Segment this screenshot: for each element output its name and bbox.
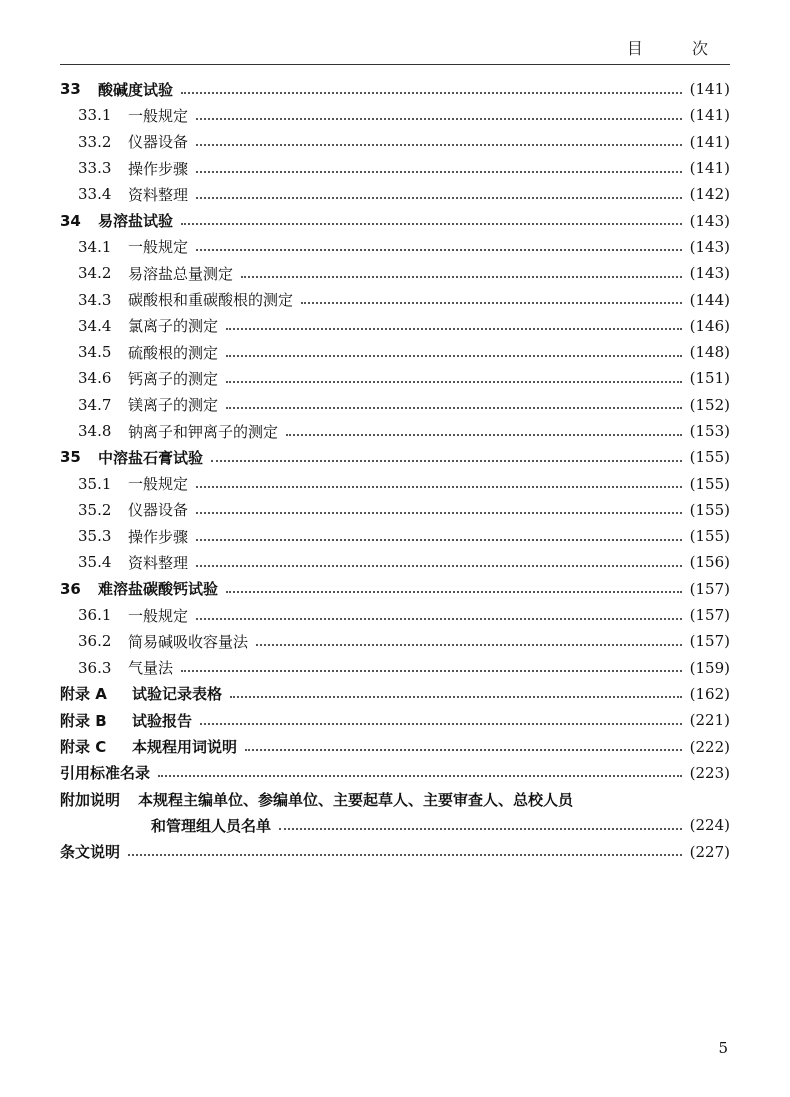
toc-entry-title: 易溶盐试验	[98, 212, 174, 231]
dot-leader	[196, 248, 682, 251]
toc-entry-page: (141)	[689, 132, 730, 151]
dot-leader	[200, 722, 682, 725]
toc-entry-number: 附录 A	[60, 685, 107, 704]
toc-entry-title: 难溶盐碳酸钙试验	[98, 580, 219, 599]
toc-entry-appendix-note[interactable]	[60, 786, 730, 812]
toc-entry-page: (143)	[689, 237, 730, 256]
toc-entry-title: 本规程用词说明	[132, 738, 238, 757]
toc-entry-number: 35.4	[78, 553, 112, 572]
toc-entry-title: 仪器设备	[128, 501, 189, 520]
toc-entry-page: (156)	[689, 553, 730, 572]
toc-entry-number: 34.5	[78, 343, 112, 362]
toc-entry-number: 33.4	[78, 185, 112, 204]
toc-entry-page: (143)	[689, 211, 730, 230]
toc-entry-page: (157)	[689, 606, 730, 625]
toc-entry-page: (151)	[689, 369, 730, 388]
dot-leader	[211, 459, 682, 462]
toc-entry[interactable]	[60, 418, 730, 444]
toc-entry[interactable]	[60, 628, 730, 654]
toc-entry-title: 操作步骤	[128, 527, 189, 546]
toc-entry-number: 36.3	[78, 658, 112, 677]
appendix-note-line1: 本规程主编单位、参编单位、主要起草人、主要审查人、总校人员	[138, 790, 574, 809]
toc-entry-number: 附录 C	[60, 738, 107, 757]
toc-entry-page: (144)	[689, 290, 730, 309]
toc-entry[interactable]	[60, 234, 730, 260]
toc-entry-page: (141)	[689, 106, 730, 125]
toc-entry[interactable]	[60, 155, 730, 181]
toc-entry-page: (222)	[689, 737, 730, 756]
toc-entry-page: (221)	[689, 711, 730, 730]
dot-leader	[301, 301, 682, 304]
toc-entry[interactable]	[60, 444, 730, 470]
dot-leader	[196, 196, 682, 199]
dot-leader	[181, 222, 682, 225]
toc-entry-title: 操作步骤	[128, 159, 189, 178]
toc-entry[interactable]	[60, 681, 730, 707]
toc-entry-number: 34.6	[78, 369, 112, 388]
dot-leader	[196, 511, 682, 514]
toc-entry-page: (155)	[689, 474, 730, 493]
toc-entry-title: 条文说明	[60, 843, 121, 862]
page-header-title: 目 次	[626, 39, 730, 58]
toc-entry-title: 试验记录表格	[132, 685, 223, 704]
toc-entry-number: 34.7	[78, 395, 112, 414]
toc-entry-page: (153)	[689, 422, 730, 440]
toc-entry-number: 33.3	[78, 159, 112, 178]
toc-entry-number: 36	[60, 579, 81, 598]
toc-entry-number: 36.2	[78, 632, 112, 651]
toc-entry-page: (157)	[689, 632, 730, 651]
toc-entry[interactable]	[60, 655, 730, 681]
toc-entry-number: 34.8	[78, 422, 112, 440]
dot-leader	[286, 433, 682, 436]
header-divider	[60, 64, 730, 65]
toc-entry[interactable]	[60, 339, 730, 365]
toc-entry-title: 一般规定	[128, 475, 189, 494]
dot-leader	[226, 354, 682, 357]
toc-entry-page: (142)	[689, 185, 730, 204]
toc-entry-page: (148)	[689, 343, 730, 362]
toc-entry-page: (152)	[689, 395, 730, 414]
toc-entry-number: 36.1	[78, 606, 112, 625]
toc-entry-page: (155)	[689, 500, 730, 519]
toc-entry[interactable]	[60, 733, 730, 759]
dot-leader	[226, 380, 682, 383]
dot-leader	[226, 406, 682, 409]
dot-leader	[158, 774, 682, 777]
toc-entry-title: 引用标准名录	[60, 764, 151, 783]
toc-entry-page: (159)	[689, 658, 730, 677]
toc-entry-title: 简易碱吸收容量法	[128, 632, 249, 651]
toc-entry[interactable]	[60, 576, 730, 602]
toc-entry[interactable]	[60, 602, 730, 628]
toc-entry-title: 中溶盐石膏试验	[98, 448, 204, 467]
toc-entry-number: 附录 B	[60, 711, 107, 730]
toc-entry-number: 33	[60, 80, 81, 99]
toc-entry[interactable]	[60, 286, 730, 312]
toc-entry-title: 资料整理	[128, 185, 189, 204]
toc-entry[interactable]	[60, 470, 730, 496]
toc-entry-number: 34.1	[78, 237, 112, 256]
toc-entry[interactable]	[60, 523, 730, 549]
dot-leader	[181, 669, 682, 672]
toc-entry-number: 34.2	[78, 264, 112, 283]
toc-entry[interactable]	[60, 207, 730, 233]
toc-entry-number: 33.2	[78, 132, 112, 151]
toc-entry-page: (146)	[689, 316, 730, 335]
toc-entry-page: (155)	[689, 448, 730, 467]
toc-entry-page: (224)	[689, 816, 730, 835]
toc-entry[interactable]	[60, 260, 730, 286]
appendix-note-label: 附加说明	[60, 790, 121, 809]
toc-entry-title: 钙离子的测定	[128, 369, 219, 388]
dot-leader	[256, 643, 682, 646]
toc-entry-page: (155)	[689, 527, 730, 546]
toc-entry[interactable]	[60, 76, 730, 102]
toc-entry-number: 35.3	[78, 527, 112, 546]
toc-entry[interactable]	[60, 760, 730, 786]
toc-entry-number: 34.3	[78, 290, 112, 309]
dot-leader	[196, 538, 682, 541]
toc-entry[interactable]	[60, 707, 730, 733]
toc-entry[interactable]	[60, 102, 730, 128]
dot-leader	[226, 327, 682, 330]
dot-leader	[196, 617, 682, 620]
toc-entry-title: 钠离子和钾离子的测定	[128, 422, 279, 441]
toc-entry-number: 34.4	[78, 316, 112, 335]
toc-entry-title: 试验报告	[132, 711, 193, 730]
dot-leader	[196, 485, 682, 488]
dot-leader	[181, 91, 682, 94]
appendix-note-line2: 和管理组人员名单	[151, 816, 272, 835]
toc-entry[interactable]	[60, 497, 730, 523]
dot-leader	[196, 170, 682, 173]
toc-entry-explanation[interactable]	[60, 839, 730, 865]
toc-entry-number: 35	[60, 448, 81, 467]
toc-entry-title: 气量法	[128, 659, 174, 678]
dot-leader	[128, 853, 682, 856]
toc-entry-page: (223)	[689, 763, 730, 782]
toc-entry-page: (141)	[689, 159, 730, 178]
toc-entry[interactable]	[60, 392, 730, 418]
toc-entry-title: 氯离子的测定	[128, 317, 219, 336]
toc-entry-title: 碳酸根和重碳酸根的测定	[128, 291, 294, 310]
toc-entry-title: 易溶盐总量测定	[128, 264, 234, 283]
toc-entry-title: 一般规定	[128, 606, 189, 625]
dot-leader	[230, 695, 682, 698]
toc-entry-title: 资料整理	[128, 553, 189, 572]
page-number: 5	[718, 1039, 728, 1057]
dot-leader	[245, 748, 682, 751]
toc-entry-title: 镁离子的测定	[128, 396, 219, 415]
toc-entry[interactable]	[60, 313, 730, 339]
dot-leader	[196, 143, 682, 146]
toc-entry[interactable]	[60, 549, 730, 575]
toc-entry-page: (157)	[689, 579, 730, 598]
toc-entry[interactable]	[60, 365, 730, 391]
toc-entry-number: 33.1	[78, 106, 112, 125]
dot-leader	[226, 590, 682, 593]
toc-entry-number: 35.2	[78, 500, 112, 519]
table-of-contents	[60, 76, 730, 865]
dot-leader	[241, 275, 682, 278]
toc-entry[interactable]	[60, 181, 730, 207]
dot-leader	[196, 564, 682, 567]
toc-entry-number: 34	[60, 211, 81, 230]
toc-entry-page: (162)	[689, 684, 730, 703]
toc-entry-appendix-note-cont[interactable]	[60, 812, 730, 838]
toc-entry-title: 硫酸根的测定	[128, 343, 219, 362]
toc-entry-page: (143)	[689, 264, 730, 283]
dot-leader	[196, 117, 682, 120]
toc-entry-title: 一般规定	[128, 238, 189, 257]
toc-entry-title: 酸碱度试验	[98, 80, 174, 99]
toc-entry-page: (141)	[689, 80, 730, 99]
toc-entry-title: 一般规定	[128, 106, 189, 125]
toc-entry-title: 仪器设备	[128, 133, 189, 152]
toc-entry[interactable]	[60, 129, 730, 155]
toc-entry-number: 35.1	[78, 474, 112, 493]
dot-leader	[279, 827, 682, 830]
toc-entry-page: (227)	[689, 842, 730, 861]
